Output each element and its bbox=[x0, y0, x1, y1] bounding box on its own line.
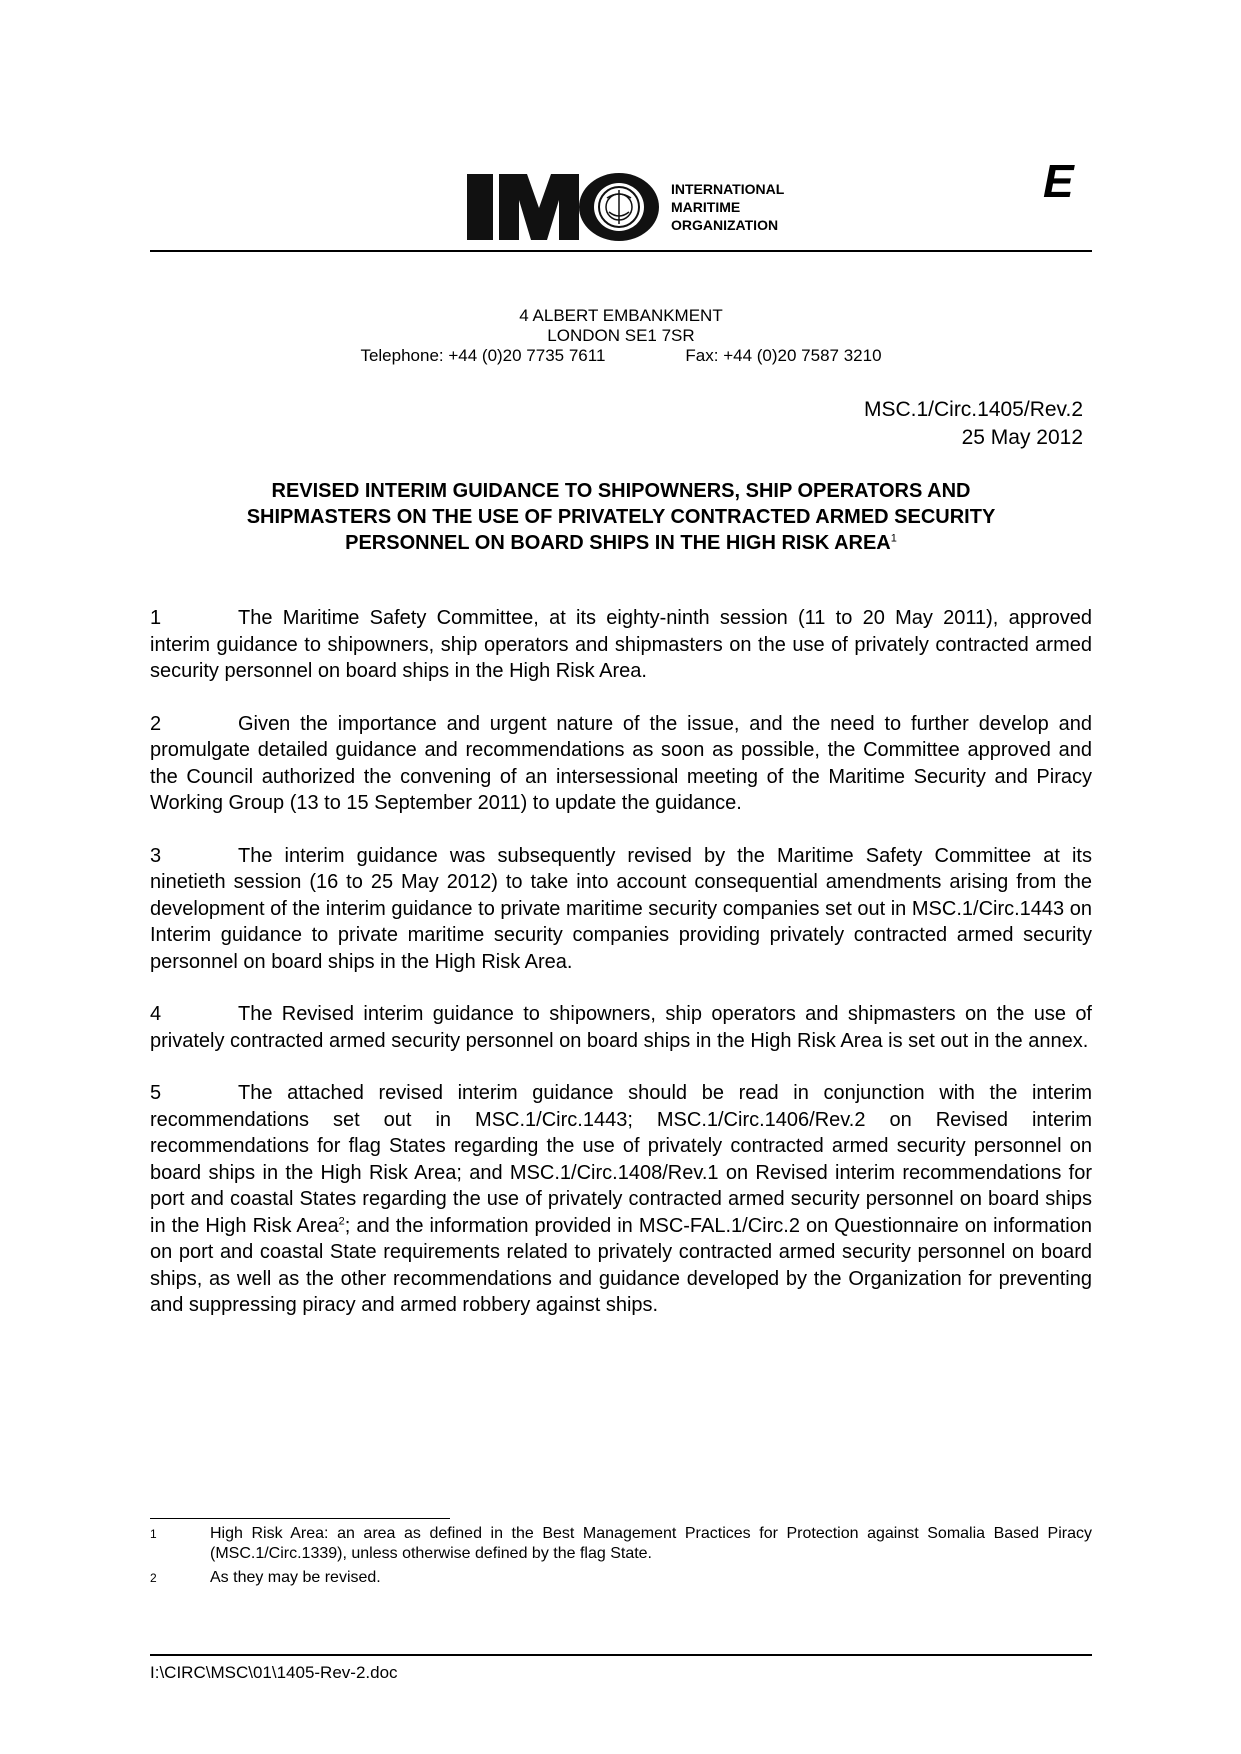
footnote-text: High Risk Area: an area as defined in the Best Management Practices for Protection against Somalia Based Piracy (MSC.1/Circ.1339), unless otherwise defined by the flag State. bbox=[210, 1525, 1092, 1562]
logo-org-name-line1: INTERNATIONAL bbox=[671, 181, 785, 197]
imo-logo bbox=[467, 168, 827, 250]
footnotes bbox=[150, 1524, 1092, 1592]
paragraph-3 bbox=[150, 843, 1092, 976]
language-indicator: E bbox=[1043, 155, 1074, 207]
imo-emblem-icon bbox=[467, 168, 827, 250]
paragraph-number: 2 bbox=[150, 712, 162, 735]
footnote-2 bbox=[150, 1568, 1092, 1588]
document-title bbox=[150, 478, 1092, 556]
paragraph-number: 3 bbox=[150, 844, 162, 867]
paragraph-text-a: The attached revised interim guidance should be read in conjunction with the interim recommendations set out in MSC.1/Circ.1443; MSC.1/Circ.1406/Rev.2 on Revised interim recommendations for flag States regarding the use of privately contracted armed security personnel on board ships in the High Risk Area; and MSC.1/Circ.1408/Rev.1 on Revised interim recommendations for port and coastal States regarding the use of privately contracted armed security personnel on board ships in the High Risk Area bbox=[150, 1082, 1092, 1237]
footnote-divider bbox=[150, 1518, 450, 1519]
footnote-number: 2 bbox=[150, 1571, 157, 1585]
title-line-3: PERSONNEL ON BOARD SHIPS IN THE HIGH RISK AREA bbox=[345, 532, 891, 554]
paragraph-text: Given the importance and urgent nature of the issue, and the need to further develop and promulgate detailed guidance and recommendations as soon as possible, the Committee approved and the Council authorized the convening of an intersessional meeting of the Maritime Security and Piracy Working Group (13 to 15 September 2011) to update the guidance. bbox=[150, 712, 1092, 814]
footer-divider bbox=[150, 1654, 1092, 1656]
paragraph-text: The Maritime Safety Committee, at its eighty-ninth session (11 to 20 May 2011), approved interim guidance to shipowners, ship operators and shipmasters on the use of privately contracted armed security personnel on board ships in the High Risk Area. bbox=[150, 607, 1092, 682]
paragraph-number: 4 bbox=[150, 1003, 162, 1025]
title-line-1: REVISED INTERIM GUIDANCE TO SHIPOWNERS, SHIP OPERATORS AND bbox=[271, 480, 971, 502]
footnote-1 bbox=[150, 1524, 1092, 1564]
address-block bbox=[150, 306, 1092, 366]
paragraph-4 bbox=[150, 1001, 1092, 1054]
paragraph-2 bbox=[150, 711, 1092, 817]
footnote-text: As they may be revised. bbox=[210, 1569, 381, 1586]
address-line-1: 4 ALBERT EMBANKMENT bbox=[519, 306, 723, 325]
paragraph-text: The interim guidance was subsequently revised by the Maritime Safety Committee at its ninetieth session (16 to 25 May 2012) to take into account consequential amendments arising from the development of the interim guidance to private maritime security companies set out in MSC.1/Circ.1443 on Interim guidance to private maritime security companies providing privately contracted armed security personnel on board ships in the High Risk Area. bbox=[150, 844, 1092, 973]
fax: Fax: +44 (0)20 7587 3210 bbox=[685, 346, 882, 365]
title-footnote-ref[interactable]: 1 bbox=[890, 532, 897, 545]
paragraph-footnote-ref[interactable]: 2 bbox=[338, 1214, 345, 1227]
document-body bbox=[150, 605, 1092, 1345]
paragraph-5 bbox=[150, 1080, 1092, 1319]
header-divider bbox=[150, 250, 1092, 252]
paragraph-text: The Revised interim guidance to shipowners, ship operators and shipmasters on the use of privately contracted armed security personnel on board ships in the High Risk Area is set out in the annex. bbox=[150, 1003, 1092, 1052]
logo-org-name-line2: MARITIME bbox=[671, 199, 741, 215]
telephone: Telephone: +44 (0)20 7735 7611 bbox=[360, 346, 606, 365]
footnote-number: 1 bbox=[150, 1527, 157, 1541]
paragraph-1 bbox=[150, 605, 1092, 685]
contact-line bbox=[150, 346, 1092, 366]
address-line-2: LONDON SE1 7SR bbox=[547, 326, 695, 345]
document-date: 25 May 2012 bbox=[961, 426, 1083, 449]
logo-org-name-line3: ORGANIZATION bbox=[671, 217, 779, 233]
document-reference bbox=[864, 396, 1083, 452]
title-line-2: SHIPMASTERS ON THE USE OF PRIVATELY CONTRACTED ARMED SECURITY bbox=[246, 506, 996, 528]
footer-file-path: I:\CIRC\MSC\01\1405-Rev-2.doc bbox=[150, 1663, 398, 1682]
document-symbol: MSC.1/Circ.1405/Rev.2 bbox=[863, 398, 1083, 421]
paragraph-text-b: ; and the information provided in MSC-FAL.1/Circ.2 on Questionnaire on information on port and coastal State requirements related to privately contracted armed security personnel on board ships, as well as the other recommendations and guidance developed by the Organization for preventing and suppressing piracy and armed robbery against ships. bbox=[150, 1214, 1093, 1316]
paragraph-number: 1 bbox=[150, 607, 162, 629]
paragraph-number: 5 bbox=[150, 1082, 162, 1104]
